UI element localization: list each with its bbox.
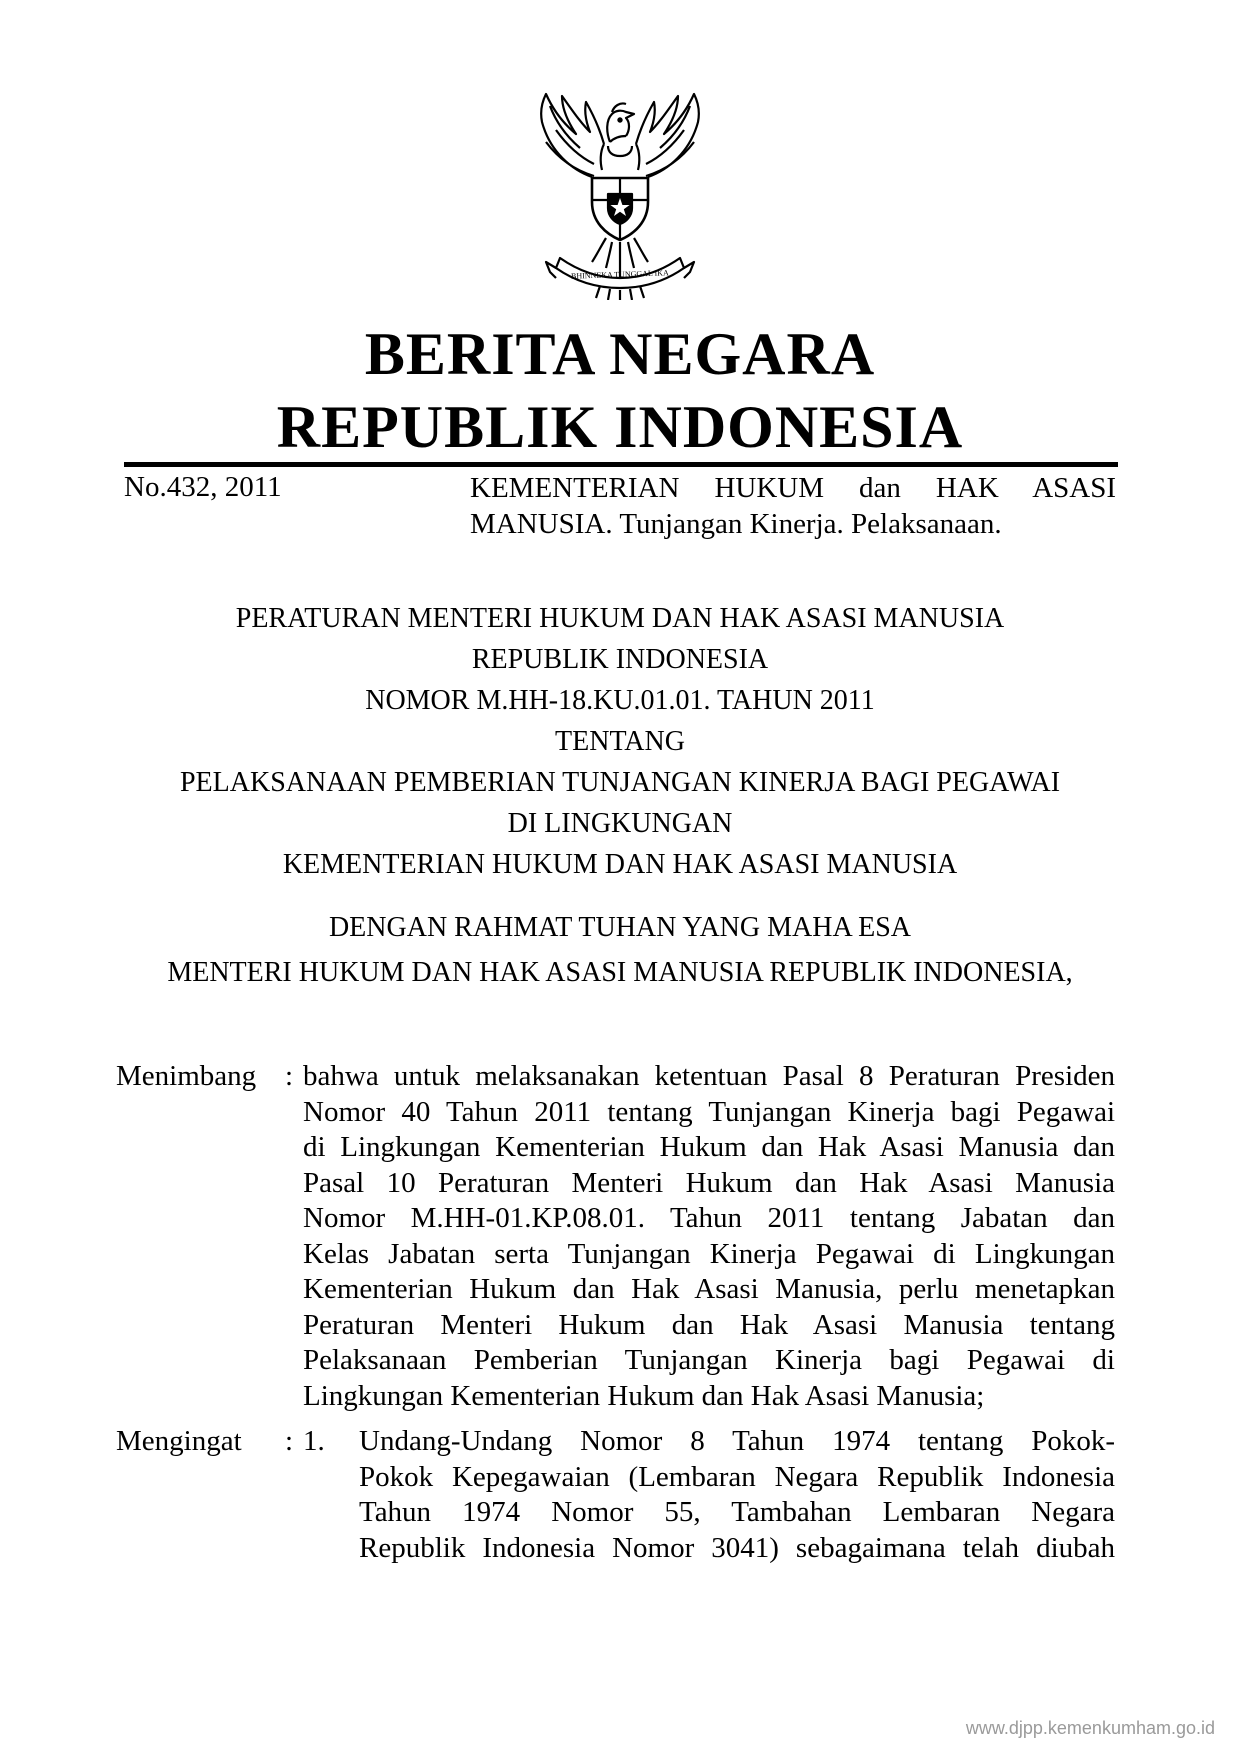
footer-url: www.djpp.kemenkumham.go.id (965, 1718, 1215, 1738)
masthead-title: BERITA NEGARA (364, 321, 876, 387)
paragraph-line: Pokok Kepegawaian (Lembaran Negara Republik Indonesia (359, 1460, 1115, 1493)
issue-ministry-line: MANUSIA. Tunjangan Kinerja. Pelaksanaan. (470, 508, 1002, 540)
mengingat-label: Mengingat (116, 1425, 242, 1457)
regulation-title-line: TENTANG (555, 726, 685, 757)
paragraph-line: Undang-Undang Nomor 8 Tahun 1974 tentang Pokok- (359, 1425, 1115, 1457)
paragraph-line: Nomor M.HH-01.KP.08.01. Tahun 2011 tentang Jabatan dan (303, 1202, 1115, 1234)
preamble-grace (100, 907, 1140, 997)
paragraph-line: bahwa untuk melaksanakan ketentuan Pasal 8 Peraturan Presiden (303, 1060, 1115, 1092)
paragraph-line: Republik Indonesia Nomor 3041) sebagaimana telah diubah (359, 1531, 1115, 1564)
preamble-line: DENGAN RAHMAT TUHAN YANG MAHA ESA (328, 912, 912, 943)
paragraph-line: Kelas Jabatan serta Tunjangan Kinerja Pegawai di Lingkungan (303, 1237, 1115, 1270)
garuda-pancasila-icon (520, 82, 720, 300)
paragraph-line: Pelaksanaan Pemberian Tunjangan Kinerja bagi Pegawai di (303, 1344, 1115, 1376)
menimbang-label: Menimbang (116, 1060, 257, 1092)
paragraph-line: Tahun 1974 Nomor 55, Tambahan Lembaran Negara (359, 1496, 1115, 1528)
regulation-title (100, 598, 1140, 885)
paragraph-line: Nomor 40 Tahun 2011 tentang Tunjangan Kinerja bagi Pegawai (303, 1095, 1115, 1128)
menimbang-colon: : (285, 1060, 294, 1092)
mengingat-item-number: 1. (303, 1425, 325, 1457)
regulation-title-line: PERATURAN MENTERI HUKUM DAN HAK ASASI MANUSIA (235, 603, 1005, 634)
paragraph-line: Lingkungan Kementerian Hukum dan Hak Asasi Manusia; (303, 1379, 985, 1412)
mengingat-colon: : (285, 1425, 294, 1457)
masthead-subtitle: REPUBLIK INDONESIA (276, 394, 964, 460)
regulation-title-line: PELAKSANAAN PEMBERIAN TUNJANGAN KINERJA BAGI PEGAWAI (179, 767, 1061, 798)
regulation-title-line: DI LINGKUNGAN (507, 808, 733, 839)
mengingat-item-paragraph (359, 1424, 1115, 1566)
preamble-line: MENTERI HUKUM DAN HAK ASASI MANUSIA REPUBLIK INDONESIA, (167, 957, 1073, 988)
paragraph-line: Pasal 10 Peraturan Menteri Hukum dan Hak Asasi Manusia (303, 1166, 1115, 1199)
paragraph-line: di Lingkungan Kementerian Hukum dan Hak Asasi Manusia dan (303, 1131, 1115, 1163)
regulation-title-line: KEMENTERIAN HUKUM DAN HAK ASASI MANUSIA (282, 849, 958, 880)
issue-number: No.432, 2011 (124, 471, 282, 503)
issue-ministry-line: KEMENTERIAN HUKUM dan HAK ASASI (470, 472, 1116, 504)
masthead-rule (124, 462, 1118, 467)
menimbang-paragraph (303, 1059, 1115, 1414)
issue-ministry (470, 470, 1116, 542)
paragraph-line: Kementerian Hukum dan Hak Asasi Manusia, perlu menetapkan (303, 1273, 1115, 1305)
regulation-title-line: NOMOR M.HH-18.KU.01.01. TAHUN 2011 (365, 685, 875, 716)
paragraph-line: Peraturan Menteri Hukum dan Hak Asasi Manusia tentang (303, 1308, 1115, 1341)
svg-text:BHINNEKA TUNGGAL IKA: BHINNEKA TUNGGAL IKA (570, 268, 669, 281)
regulation-title-line: REPUBLIK INDONESIA (471, 644, 769, 675)
